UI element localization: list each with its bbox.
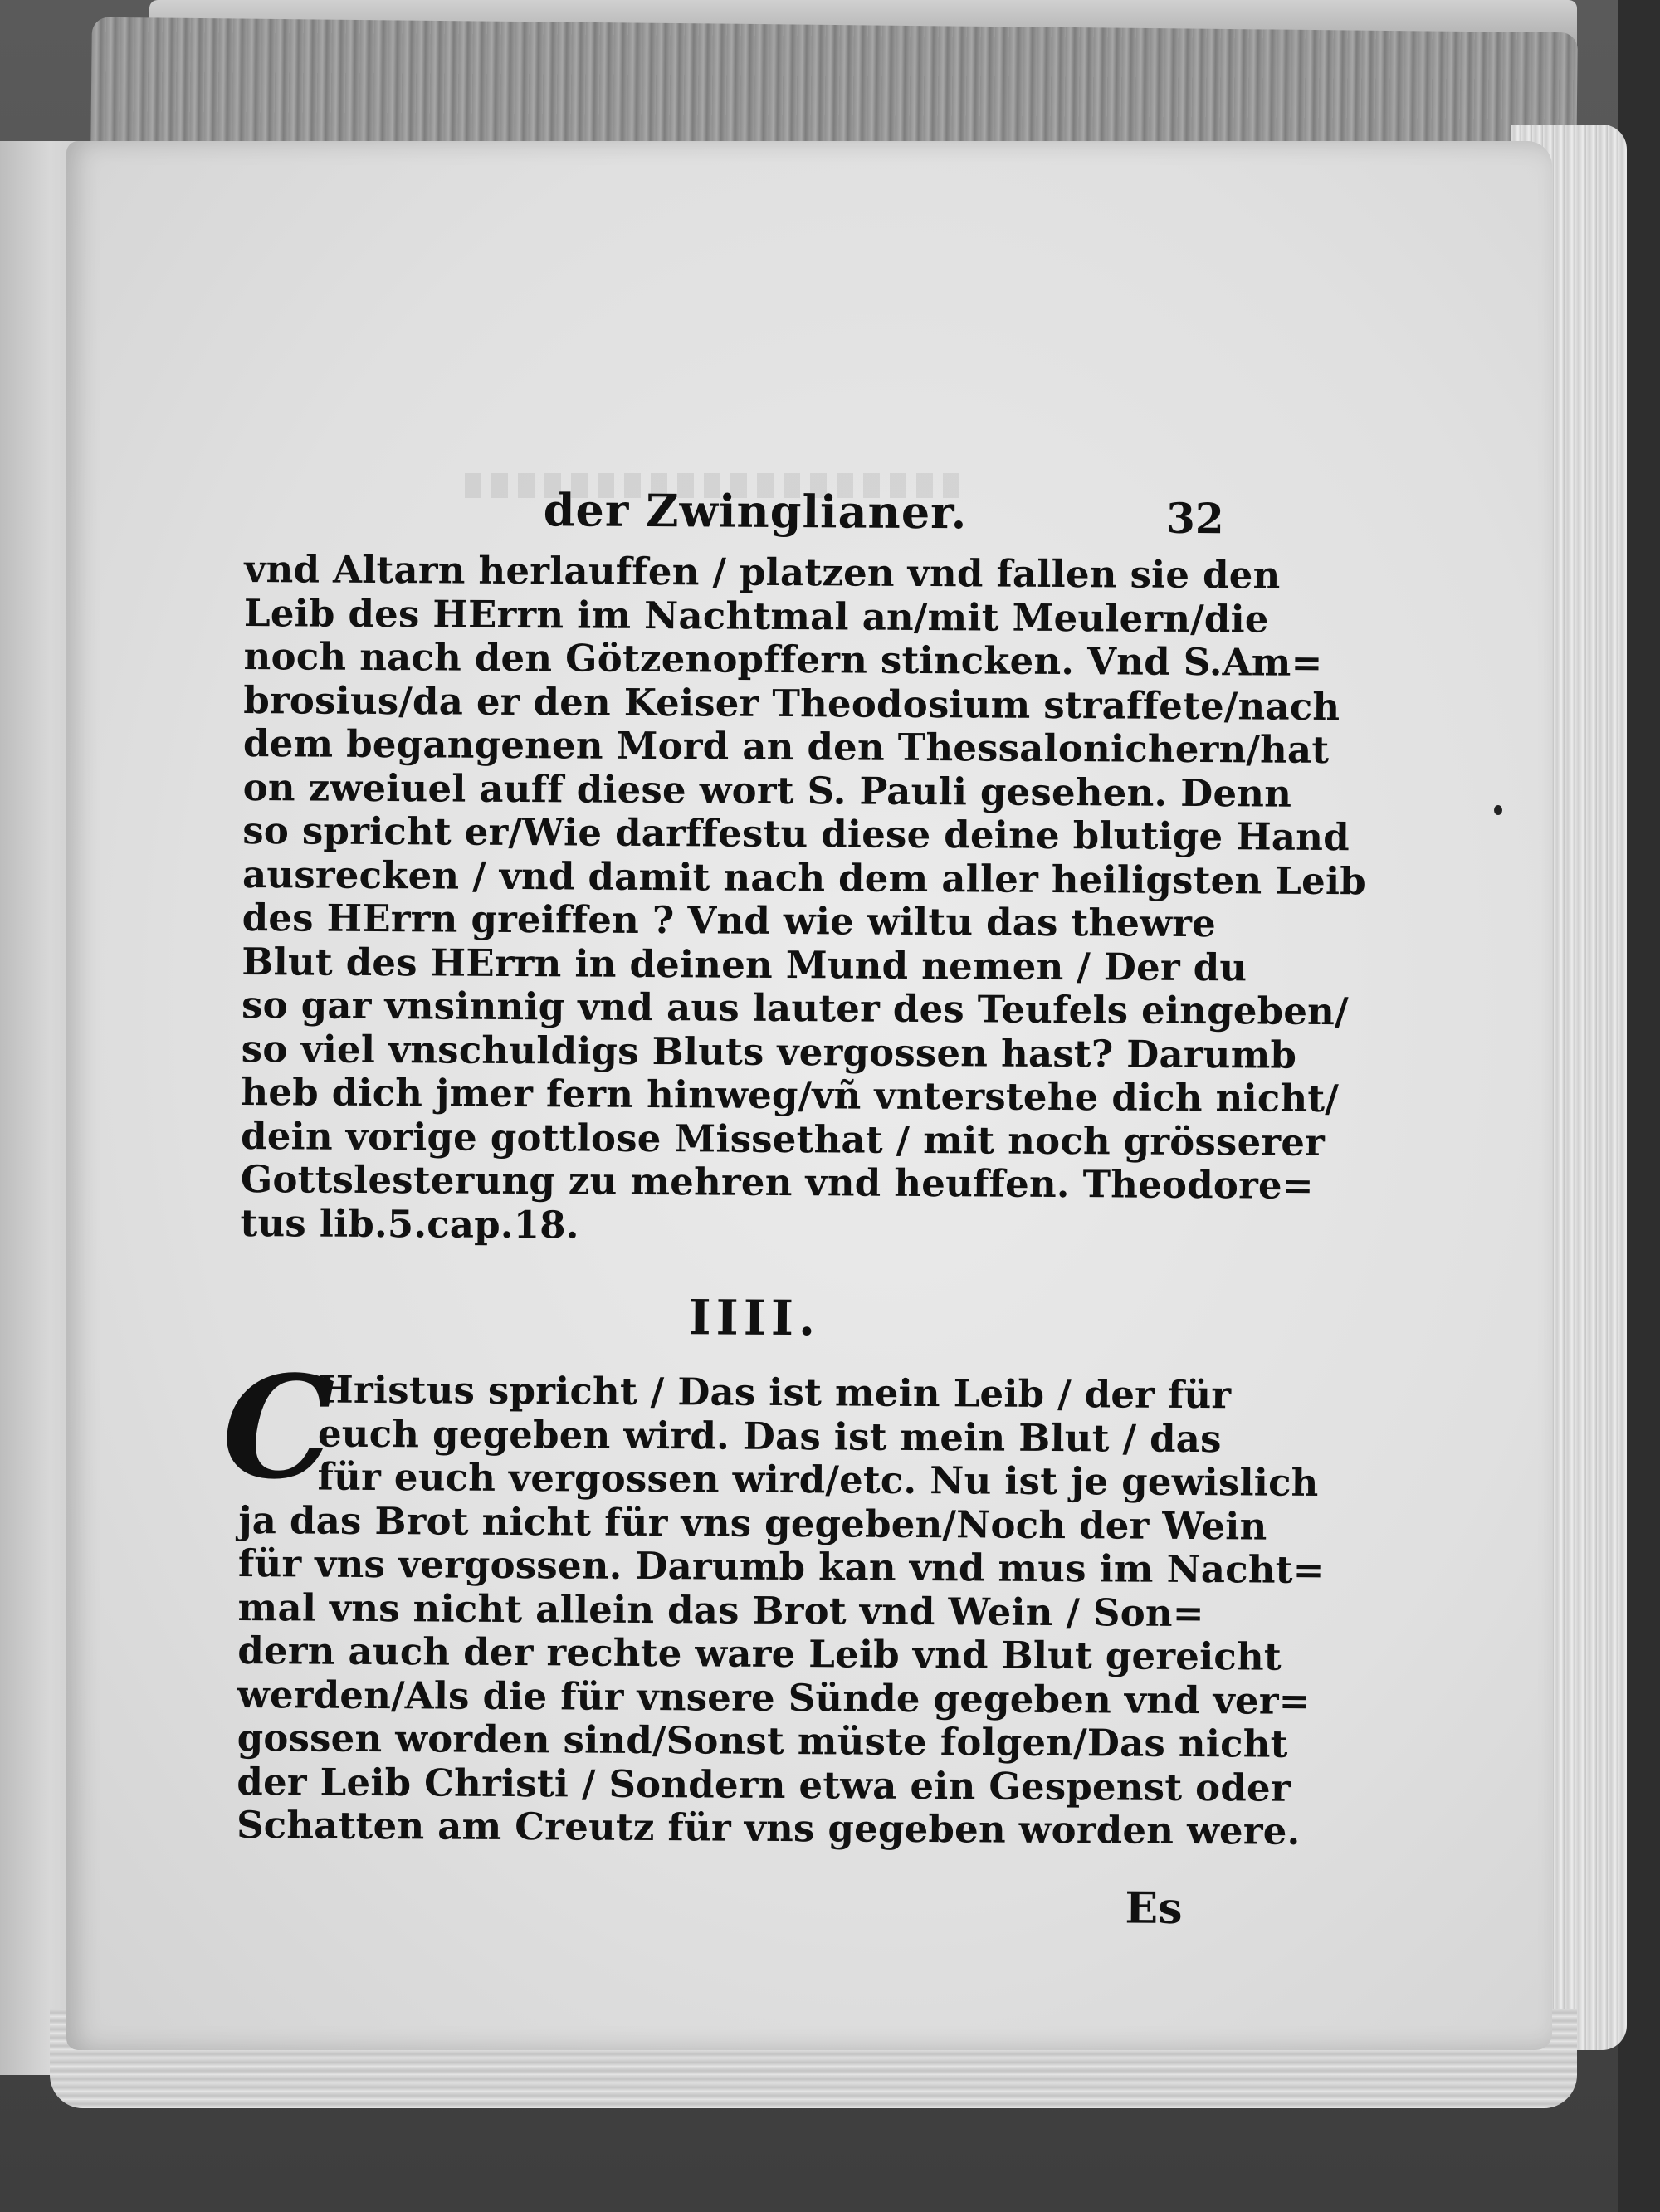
text-line: brosius/da er den Keiser Theodosium straffete/nach xyxy=(243,677,1340,729)
text-line: der Leib Christi / Sondern etwa ein Gespenst oder xyxy=(237,1759,1291,1810)
text-line: Gottslesterung zu mehren vnd heuffen. Theodore= xyxy=(240,1156,1314,1208)
paragraph-1 xyxy=(240,546,1367,1251)
paragraph-2 xyxy=(222,1344,1325,1853)
text-line: tus lib.5.cap.18. xyxy=(240,1200,579,1247)
text-line: euch gegeben wird. Das ist mein Blut / das xyxy=(317,1411,1222,1461)
text-line: Blut des HErrn in deinen Mund nemen / Der du xyxy=(242,939,1247,989)
text-line: heb dich jmer fern hinweg/vñ vnterstehe dich nicht/ xyxy=(241,1069,1340,1121)
text-line: des HErrn greiffen ? Vnd wie wiltu das thewre xyxy=(242,895,1217,946)
text-line: Hristus spricht / Das ist mein Leib / der für xyxy=(318,1367,1232,1418)
text-line: Schatten am Creutz für vns gegeben worden were. xyxy=(236,1802,1301,1853)
ink-spot xyxy=(1494,805,1502,815)
drop-cap: C xyxy=(222,1344,335,1511)
text-line: vnd Altarn herlauffen / platzen vnd fallen sie den xyxy=(244,546,1281,598)
page-number: 32 xyxy=(1165,493,1224,544)
running-head xyxy=(245,473,1224,545)
text-line: werden/Als die für vnsere Sünde gegeben vnd ver= xyxy=(237,1672,1311,1723)
text-line: dern auch der rechte ware Leib vnd Blut gereicht xyxy=(237,1628,1282,1679)
catchword: Es xyxy=(1125,1882,1183,1934)
text-line: ja das Brot nicht für vns gegeben/Noch der Wein xyxy=(238,1497,1267,1549)
text-line: Leib des HErrn im Nachtmal an/mit Meulern/die xyxy=(243,590,1269,642)
text-line: ausrecken / vnd damit nach dem aller heiligsten Leib xyxy=(242,852,1367,903)
text-line: für vns vergossen. Darumb kan vnd mus im Nacht= xyxy=(237,1541,1325,1592)
printed-page xyxy=(66,141,1552,2050)
text-line: dem begangenen Mord an den Thessalonichern/hat xyxy=(242,720,1330,772)
text-line: so gar vnsinnig vnd aus lauter des Teufels eingeben/ xyxy=(241,982,1349,1034)
text-block xyxy=(222,473,1367,1934)
text-line: für euch vergossen wird/etc. Nu ist je gewislich xyxy=(317,1454,1319,1505)
running-head-title: der Zwinglianer. xyxy=(543,483,968,540)
text-line: gossen worden sind/Sonst müste folgen/Das nicht xyxy=(237,1715,1288,1766)
text-line: mal vns nicht allein das Brot vnd Wein / Son= xyxy=(237,1585,1204,1635)
text-line: on zweiuel auff diese wort S. Pauli gesehen. Denn xyxy=(242,764,1292,816)
section-heading: IIII. xyxy=(688,1289,821,1347)
text-line: so viel vnschuldigs Bluts vergossen hast? Darumb xyxy=(241,1026,1297,1077)
text-line: so spricht er/Wie darffestu diese deine blutige Hand xyxy=(242,808,1350,860)
text-line: dein vorige gottlose Missethat / mit noch grösserer xyxy=(240,1113,1326,1165)
text-line: noch nach den Götzenopffern stincken. Vnd S.Am= xyxy=(243,633,1323,685)
